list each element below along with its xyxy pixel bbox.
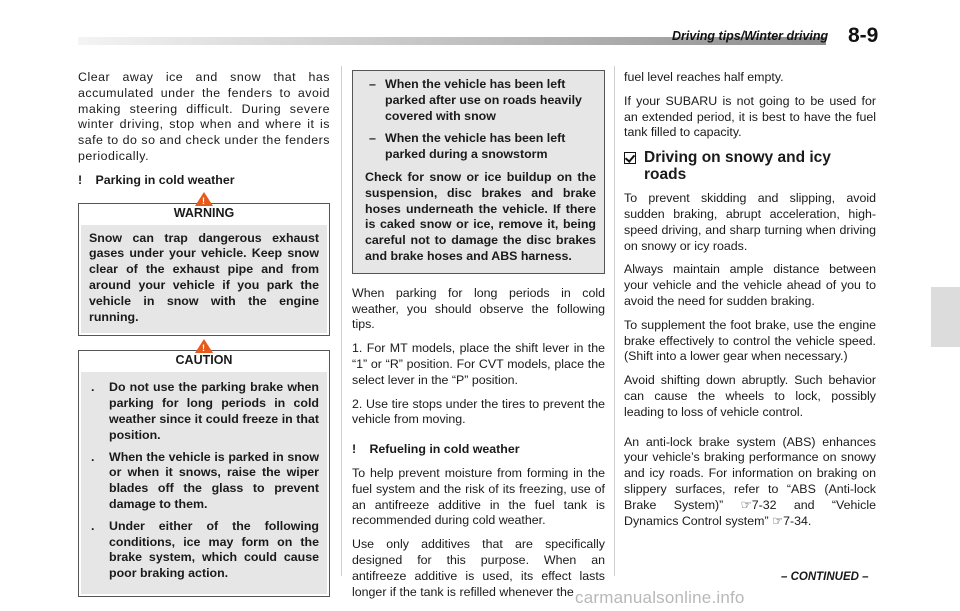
column-middle — [352, 70, 605, 608]
subheading-refueling — [352, 442, 605, 458]
exclamation-icon: ! — [78, 172, 83, 187]
paragraph: To prevent skidding and slipping, avoid sudden braking, abrupt acceleration, high-speed driving, and sharp turning when driving on snowy or icy roads. — [624, 191, 876, 253]
caution-header: ! CAUTION — [79, 351, 329, 372]
page-number: 8-9 — [848, 24, 879, 47]
section-marker-icon — [624, 152, 636, 164]
warning-header: ! WARNING — [79, 204, 329, 225]
paragraph: Avoid shifting down abruptly. Such behavior can cause the wheels to lock, possibly leading to loss of vehicle control. — [624, 373, 876, 419]
paragraph: An anti-lock brake system (ABS) enhances your vehicle’s braking performance on snowy and icy roads. For information on braking on slippery surfaces, refer to “ABS (Anti-lock Brake System)” ☞7-32 and “Vehicle Dynamics Control system” ☞7-34. — [624, 434, 876, 528]
watermark: carmanualsonline.info — [575, 588, 745, 607]
column-right — [624, 70, 876, 537]
bullet-icon: . — [91, 518, 95, 533]
column-left — [78, 70, 330, 597]
paragraph: fuel level reaches half empty. — [624, 70, 784, 84]
caution-label: CAUTION — [79, 353, 329, 369]
caution-item: . Under either of the following conditions, ice may form on the brake system, which could cause poor braking action. — [91, 518, 319, 581]
column-divider — [341, 66, 342, 576]
intro-paragraph: Clear away ice and snow that has accumulated under the fenders to avoid making steering difficult. During severe winter driving, stop when and where it is safe to do so and check under the fenders periodically. — [78, 70, 330, 163]
warning-text: Snow can trap dangerous exhaust gases under your vehicle. Keep snow clear of the exhaust pipe and from around your vehicle if you park the vehicle in snow with the engine running. — [81, 225, 327, 334]
paragraph: 2. Use tire stops under the tires to prevent the vehicle from moving. — [352, 396, 605, 427]
bullet-icon: . — [91, 380, 95, 395]
paragraph: Always maintain ample distance between your vehicle and the vehicle ahead of you to avoid the need for sudden braking. — [624, 262, 876, 308]
caution-item: . When the vehicle is parked in snow or when it snows, raise the wiper blades off the glass to prevent damage to them. — [91, 449, 319, 511]
check-instruction: Check for snow or ice buildup on the suspension, disc brakes and brake hoses underneath the vehicle. If there is caked snow or ice, remove it, being careful not to damage the disc brakes and brake hoses and ABS harness. — [365, 169, 596, 263]
subheading-label: Refueling in cold weather — [369, 442, 520, 457]
caution-item: . Do not use the parking brake when parking for long periods in cold weather since it could freeze in that position. — [91, 380, 319, 442]
caution-box — [78, 343, 330, 597]
paragraph: To help prevent moisture from forming in the fuel system and the risk of its freezing, use of an antifreeze additive in the fuel tank is recommended during cold weather. — [352, 465, 605, 528]
bullet-icon: . — [91, 449, 95, 464]
subheading-parking — [78, 173, 330, 189]
paragraph: To supplement the foot brake, use the engine brake effectively to control the vehicle speed. (Shift into a lower gear when necessary.) — [624, 317, 876, 364]
warning-label: WARNING — [79, 206, 329, 222]
subheading-label: Parking in cold weather — [95, 172, 235, 187]
continued-label: – CONTINUED – — [781, 571, 869, 583]
paragraph: If your SUBARU is not going to be used for an extended period, it is best to have the fuel tank filled to capacity. — [624, 93, 876, 140]
section-heading: Driving on snowy and icy roads — [624, 149, 876, 183]
condition-item: – When the vehicle has been left parked during a snowstorm — [369, 131, 566, 162]
paragraph: 1. For MT models, place the shift lever in the “1” or “R” position. For CVT models, place the select lever in the “P” position. — [352, 341, 605, 387]
running-header: Driving tips/Winter driving — [672, 29, 829, 43]
chapter-thumb-tab — [931, 287, 960, 347]
column-divider — [614, 66, 615, 576]
condition-item: – When the vehicle has been left parked after use on roads heavily covered with snow — [369, 77, 582, 123]
caution-list — [81, 372, 327, 594]
paragraph: Use only additives that are specifically designed for this purpose. When an antifreeze additive is used, its effect lasts longer if the tank is refilled whenever the — [352, 537, 605, 599]
exclamation-icon: ! — [352, 442, 357, 457]
warning-box — [78, 195, 330, 337]
caution-continuation-box — [352, 70, 605, 274]
paragraph: When parking for long periods in cold weather, you should observe the following tips. — [352, 285, 605, 332]
